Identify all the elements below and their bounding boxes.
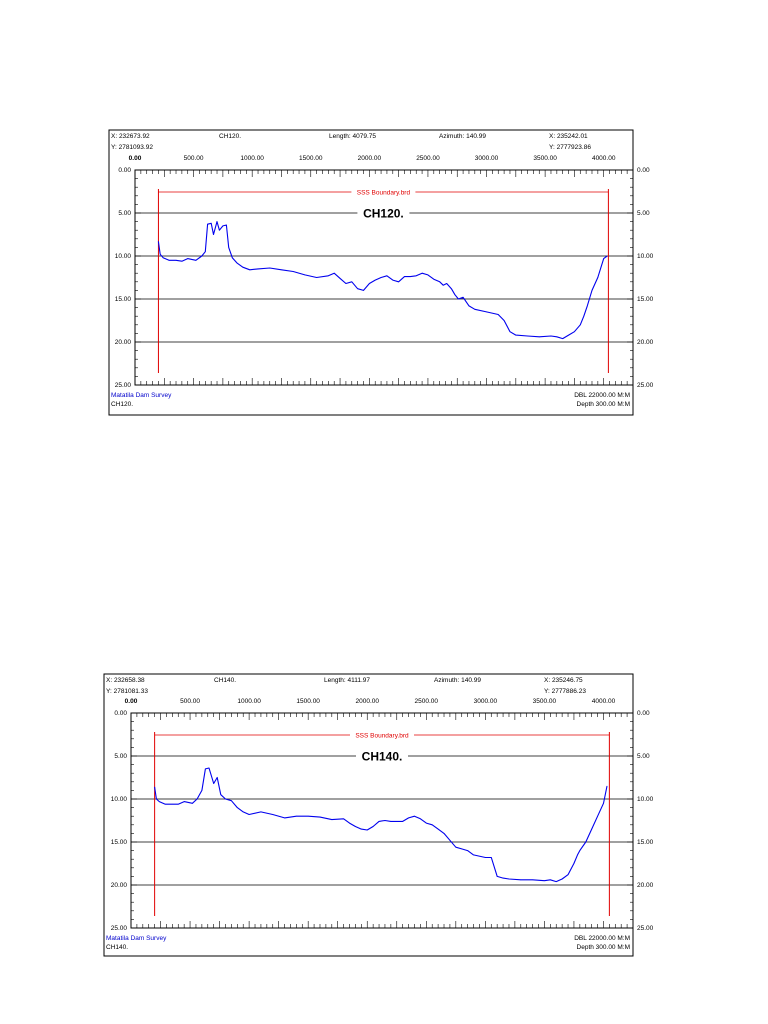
x-tick-label: 2500.00	[416, 155, 440, 162]
data-point	[497, 876, 498, 877]
data-point	[391, 821, 392, 822]
data-point	[485, 857, 486, 858]
data-point	[426, 823, 427, 824]
data-point	[159, 801, 160, 802]
data-point	[585, 842, 586, 843]
y-tick-label-left: 15.00	[110, 839, 127, 846]
data-point	[165, 804, 166, 805]
x-tick-label: 2000.00	[355, 698, 379, 705]
footer-name-label: CH120.	[111, 401, 134, 408]
y-tick-label-left: 10.00	[110, 796, 127, 803]
y-tick-label-left: 10.00	[114, 253, 131, 260]
chart-title: CH120.	[363, 206, 404, 221]
end-y-label: Y: 2777923.86	[549, 144, 591, 151]
y-tick-label-left: 20.00	[114, 339, 131, 346]
dbl-label: DBL 22000.00 M:M	[574, 935, 630, 942]
profile-name-label: CH120.	[219, 133, 242, 140]
end-y-label: Y: 2777886.23	[544, 688, 586, 695]
boundary-label: SSS Boundary.brd	[355, 732, 409, 740]
data-point	[332, 819, 333, 820]
data-point	[243, 812, 244, 813]
data-point	[308, 816, 309, 817]
data-point	[597, 816, 598, 817]
data-point	[438, 829, 439, 830]
x-tick-label: 4000.00	[591, 155, 616, 162]
x-tick-label: 3500.00	[533, 155, 557, 162]
data-point	[402, 821, 403, 822]
data-point	[550, 880, 551, 881]
data-point	[220, 794, 221, 795]
data-point	[461, 849, 462, 850]
data-point	[225, 799, 226, 800]
x-tick-label: 1500.00	[296, 698, 320, 705]
data-point	[574, 863, 575, 864]
data-point	[172, 804, 173, 805]
x-tick-label: 4000.00	[591, 698, 616, 705]
data-point	[385, 820, 386, 821]
data-point	[467, 850, 468, 851]
footer-name-label: CH140.	[106, 944, 129, 951]
data-point	[591, 829, 592, 830]
data-point	[343, 818, 344, 819]
data-point	[450, 840, 451, 841]
data-point	[202, 790, 203, 791]
y-tick-label-right: 0.00	[637, 167, 650, 174]
start-x-label: X: 232673.92	[111, 133, 150, 140]
y-tick-label-right: 5.00	[637, 210, 650, 217]
x-tick-label: 2000.00	[357, 155, 382, 162]
length-label: Length: 4079.75	[329, 133, 376, 140]
data-point	[456, 847, 457, 848]
data-point	[509, 879, 510, 880]
start-x-label: X: 232658.38	[106, 677, 145, 684]
data-point	[603, 803, 604, 804]
data-point	[237, 807, 238, 808]
project-label: Matatila Dam Survey	[111, 392, 172, 399]
data-point	[491, 857, 492, 858]
data-point	[192, 803, 193, 804]
x-tick-label: 1500.00	[299, 155, 323, 162]
x-tick-label: 3500.00	[532, 698, 557, 705]
x-tick-label: 0.00	[128, 155, 142, 162]
y-tick-label-right: 10.00	[637, 796, 654, 803]
data-point	[473, 855, 474, 856]
data-point	[373, 826, 374, 827]
x-tick-label: 1000.00	[237, 698, 261, 705]
start-y-label: Y: 2781093.92	[111, 144, 153, 151]
data-point	[532, 880, 533, 881]
data-point	[607, 786, 608, 787]
length-label: Length: 4111.97	[324, 677, 371, 684]
data-point	[568, 874, 569, 875]
end-x-label: X: 235242.01	[549, 133, 588, 140]
boundary-label: SSS Boundary.brd	[356, 189, 411, 197]
y-tick-label-right: 5.00	[637, 753, 650, 760]
data-point	[361, 829, 362, 830]
y-tick-label-left: 0.00	[118, 167, 131, 174]
azimuth-label: Azimuth: 140.99	[434, 677, 481, 684]
y-tick-label-right: 0.00	[637, 710, 650, 717]
y-tick-label-left: 5.00	[118, 210, 131, 217]
data-point	[577, 855, 578, 856]
data-point	[580, 850, 581, 851]
data-point	[209, 768, 210, 769]
data-point	[420, 818, 421, 819]
y-tick-label-left: 0.00	[114, 710, 127, 717]
x-tick-label: 3000.00	[474, 155, 499, 162]
data-point	[184, 801, 185, 802]
profile-name-label: CH140.	[214, 677, 237, 684]
y-tick-label-left: 15.00	[114, 296, 131, 303]
y-tick-label-right: 20.00	[637, 882, 654, 889]
y-tick-label-right: 25.00	[637, 925, 654, 932]
data-point	[414, 816, 415, 817]
data-point	[296, 816, 297, 817]
y-tick-label-right: 15.00	[637, 839, 654, 846]
project-label: Matatila Dam Survey	[106, 935, 167, 942]
data-point	[556, 881, 557, 882]
x-tick-label: 0.00	[124, 698, 138, 705]
data-point	[379, 821, 380, 822]
data-point	[355, 826, 356, 827]
data-point	[231, 800, 232, 801]
data-point	[432, 825, 433, 826]
chart-title: CH140.	[361, 749, 403, 764]
depth-label: Depth 300.00 M:M	[576, 401, 630, 408]
x-tick-label: 1000.00	[240, 155, 264, 162]
data-point	[503, 878, 504, 879]
data-point	[249, 814, 250, 815]
y-tick-label-left: 25.00	[114, 382, 131, 389]
y-tick-label-left: 25.00	[110, 925, 127, 932]
data-point	[217, 777, 218, 778]
data-point	[408, 818, 409, 819]
data-point	[272, 814, 273, 815]
chart-frame	[104, 674, 633, 956]
data-point	[367, 830, 368, 831]
y-tick-label-left: 5.00	[114, 753, 127, 760]
data-point	[284, 818, 285, 819]
data-point	[178, 804, 179, 805]
data-point	[544, 880, 545, 881]
data-point	[320, 817, 321, 818]
azimuth-label: Azimuth: 140.99	[439, 133, 486, 140]
data-point	[197, 799, 198, 800]
y-tick-label-right: 20.00	[637, 339, 654, 346]
data-point	[349, 823, 350, 824]
data-point	[444, 833, 445, 834]
data-point	[562, 879, 563, 880]
data-point	[520, 880, 521, 881]
data-point	[154, 787, 155, 788]
start-y-label: Y: 2781081.33	[106, 688, 148, 695]
x-tick-label: 2500.00	[414, 698, 439, 705]
end-x-label: X: 235246.75	[544, 677, 583, 684]
data-point	[261, 812, 262, 813]
y-tick-label-right: 10.00	[637, 253, 654, 260]
y-tick-label-right: 15.00	[637, 296, 654, 303]
x-tick-label: 500.00	[180, 698, 201, 705]
data-point	[156, 799, 157, 800]
x-tick-label: 3000.00	[473, 698, 498, 705]
data-point	[213, 783, 214, 784]
y-tick-label-left: 20.00	[110, 882, 127, 889]
data-point	[205, 769, 206, 770]
dbl-label: DBL 22000.00 M:M	[574, 392, 630, 399]
x-tick-label: 500.00	[183, 155, 204, 162]
depth-label: Depth 300.00 M:M	[576, 944, 630, 951]
y-tick-label-right: 25.00	[637, 382, 654, 389]
